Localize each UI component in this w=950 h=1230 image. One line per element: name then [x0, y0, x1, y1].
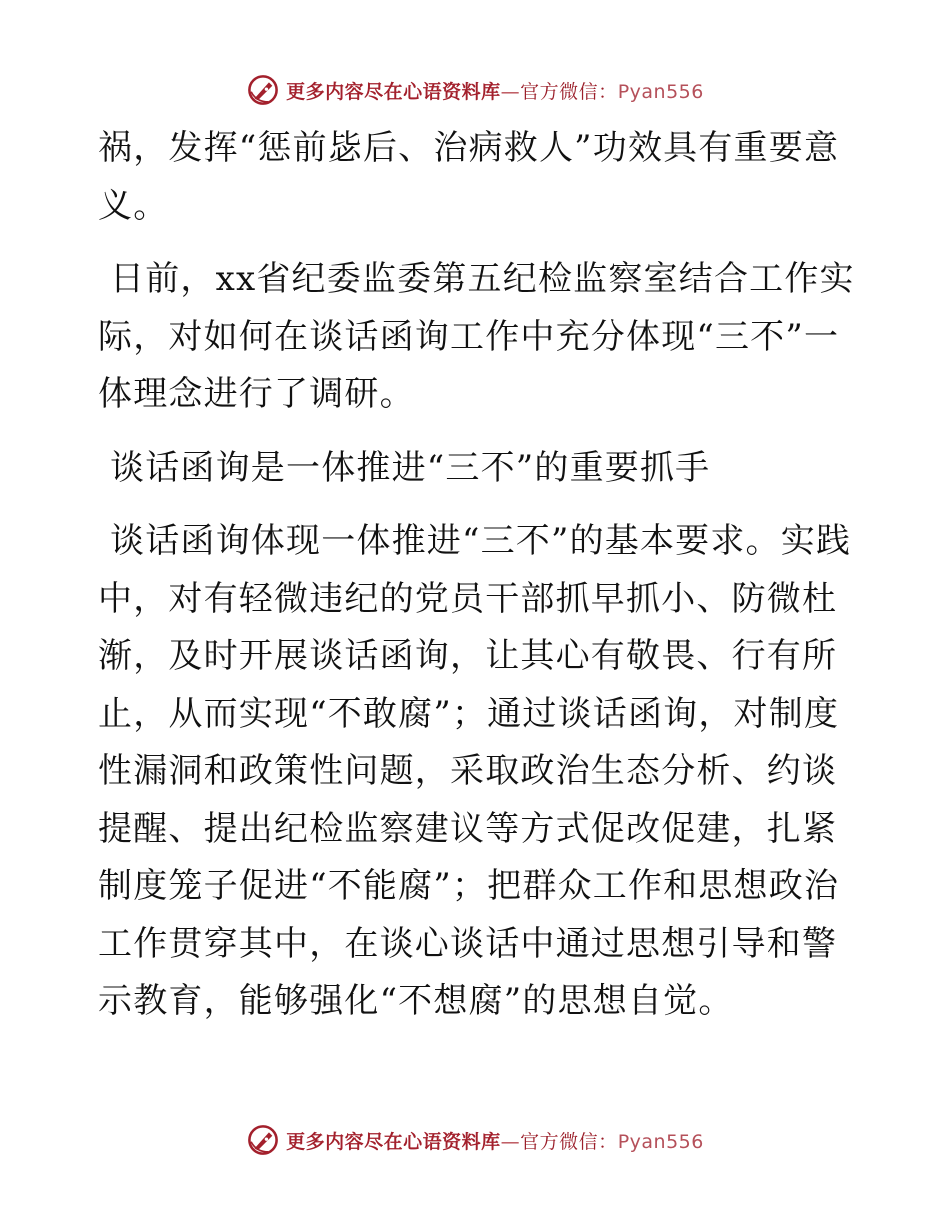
watermark-main: 更多内容尽在心语资料库 [286, 80, 501, 103]
paragraph-2: 日前，xx省纪委监委第五纪检监察室结合工作实际，对如何在谈话函询工作中充分体现“三不”一体理念进行了调研。 [98, 259, 855, 414]
watermark-dash: — [500, 1130, 521, 1153]
watermark-text [286, 77, 704, 104]
watermark-label: 官方微信： [520, 1130, 618, 1153]
document-body [98, 120, 858, 1031]
watermark-main: 更多内容尽在心语资料库 [286, 1130, 501, 1153]
header-watermark [0, 70, 950, 110]
paragraph-3: 谈话函询体现一体推进“三不”的基本要求。实践中，对有轻微违纪的党员干部抓早抓小、防微杜渐，及时开展谈话函询，让其心有敬畏、行有所止，从而实现“不敢腐”；通过谈话函询，对制度性漏洞和政策性问题，采取政治生态分析、约谈提醒、提出纪检监察建议等方式促改促建，扎紧制度笼子促进“不能腐”；把群众工作和思想政治工作贯穿其中，在谈心谈话中通过思想引导和警示教育，能够强化“不想腐”的思想自觉。 [98, 521, 852, 1021]
footer-watermark [0, 1120, 950, 1160]
watermark-dash: — [500, 80, 521, 103]
pen-nib-logo-icon [246, 1123, 280, 1157]
watermark-handle: Pyan556 [617, 1130, 704, 1153]
watermark-handle: Pyan556 [617, 80, 704, 103]
pen-nib-logo-icon [246, 73, 280, 107]
section-heading: 谈话函询是一体推进“三不”的重要抓手 [110, 447, 711, 488]
paragraph-1: 祸，发挥“惩前毖后、治病救人”功效具有重要意义。 [98, 128, 840, 226]
watermark-text [286, 1127, 704, 1154]
watermark-label: 官方微信： [520, 80, 618, 103]
